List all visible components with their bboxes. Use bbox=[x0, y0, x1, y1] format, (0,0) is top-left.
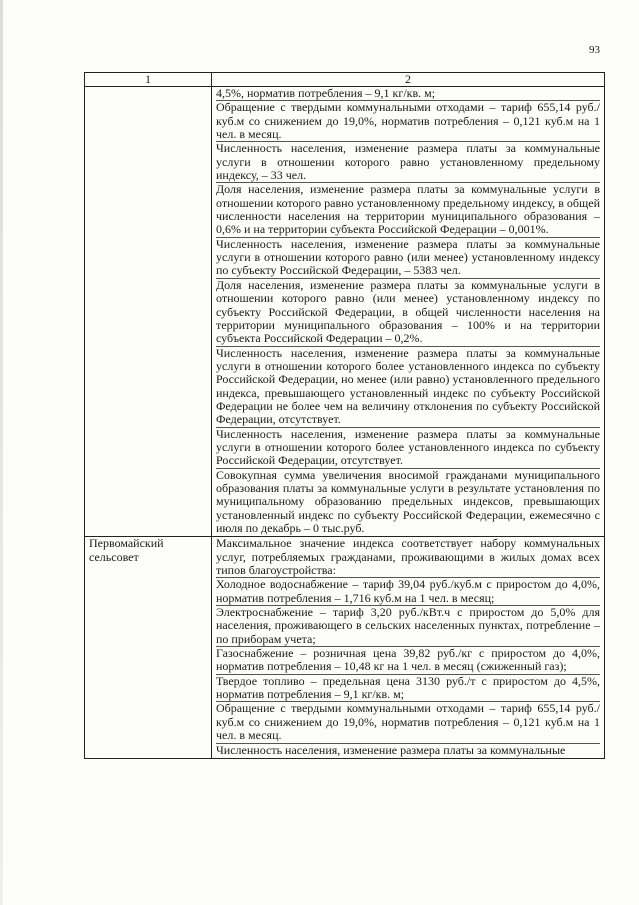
scan-edge bbox=[0, 0, 3, 905]
paragraph: Доля населения, изменение размера платы за коммунальные услуги в отношении которого равно установленному предельному индексу, в общей численности населения на территории муниципального образования – 0,6% и на территории субъекта Российской Федерации – 0,001%. bbox=[216, 182, 600, 237]
paragraph: Твердое топливо – предельная цена 3130 руб./т с приростом до 4,5%, норматив потребления – 9,1 кг/кв. м; bbox=[216, 673, 600, 702]
paragraph: Совокупная сумма увеличения вносимой гражданами муниципального образования платы за коммунальные услуги в результате установления по муниципальному образованию предельных индексов, превышающих установленный индекс по субъекту Российской Федерации, ежемесячно с июля по декабрь – 0 тыс.руб. bbox=[216, 467, 600, 535]
header-col-1: 1 bbox=[85, 73, 212, 87]
header-col-2: 2 bbox=[212, 73, 605, 87]
paragraph: Газоснабжение – розничная цена 39,82 руб./кг с приростом до 4,0%, норматив потребления – 10,48 кг на 1 чел. в месяц (сжиженный газ); bbox=[216, 646, 600, 674]
table-row bbox=[85, 537, 605, 759]
document-table bbox=[84, 72, 605, 759]
paragraph: Численность населения, изменение размера платы за коммунальные услуги в отношении которого равно установленному предельному индексу, – 33 чел. bbox=[216, 141, 600, 183]
page-number: 93 bbox=[589, 44, 600, 56]
paragraph: Доля населения, изменение размера платы за коммунальные услуги в отношении которого равно (или менее) установленному индексу по субъекту Российской Федерации, в общей численности населения на территории муниципального образования – 100% и на территории субъекта Российской Федерации – 0,2%. bbox=[216, 277, 600, 346]
paragraph: Численность населения, изменение размера платы за коммунальные услуги в отношении которого равно (или менее) установленному индексу по субъекту Российской Федерации, – 5383 чел. bbox=[216, 236, 600, 278]
paragraph: Численность населения, изменение размера платы за коммунальные bbox=[216, 743, 600, 757]
paragraph: 4,5%, норматив потребления – 9,1 кг/кв. м; bbox=[216, 86, 436, 100]
paragraph: Обращение с твердыми коммунальными отходами – тариф 655,14 руб./куб.м со снижением до 19,0%, норматив потребления – 0,121 куб.м на 1 чел. в месяц. bbox=[216, 100, 600, 142]
table-header-row bbox=[85, 73, 605, 87]
paragraph: Электроснабжение – тариф 3,20 руб./кВт.ч с приростом до 5,0% для населения, проживающего в сельских населенных пунктах, потребление – по приборам учета; bbox=[216, 605, 600, 646]
row-content bbox=[212, 87, 605, 537]
municipality-name bbox=[85, 87, 212, 537]
paragraph: Холодное водоснабжение – тариф 39,04 руб./куб.м с приростом до 4,0%, норматив потребления – 1,716 куб.м на 1 чел. в месяц; bbox=[216, 577, 600, 605]
municipality-name: Первомайский сельсовет bbox=[85, 537, 212, 759]
paragraph: Обращение с твердыми коммунальными отходами – тариф 655,14 руб./куб.м со снижением до 19,0%, норматив потребления – 0,121 куб.м на 1 чел. в месяц. bbox=[216, 701, 600, 743]
paragraph: Численность населения, изменение размера платы за коммунальные услуги в отношении которого более установленного индекса по субъекту Российской Федерации, но менее (или равно) установленного предельного индекса, превышающего установленный индекс по субъекту Российской Федерации не более чем на величину отклонения по субъекту Российской Федерации, отсутствует. bbox=[216, 345, 600, 427]
table-row bbox=[85, 87, 605, 537]
paragraph: Численность населения, изменение размера платы за коммунальные услуги в отношении которого более установленного индекса по субъекту Российской Федерации, отсутствует. bbox=[216, 426, 600, 468]
paragraph: Максимальное значение индекса соответствует набору коммунальных услуг, потребляемых гражданами, проживающими в жилых домах всех типов благоустройства: bbox=[216, 536, 600, 578]
row-content bbox=[212, 537, 605, 759]
